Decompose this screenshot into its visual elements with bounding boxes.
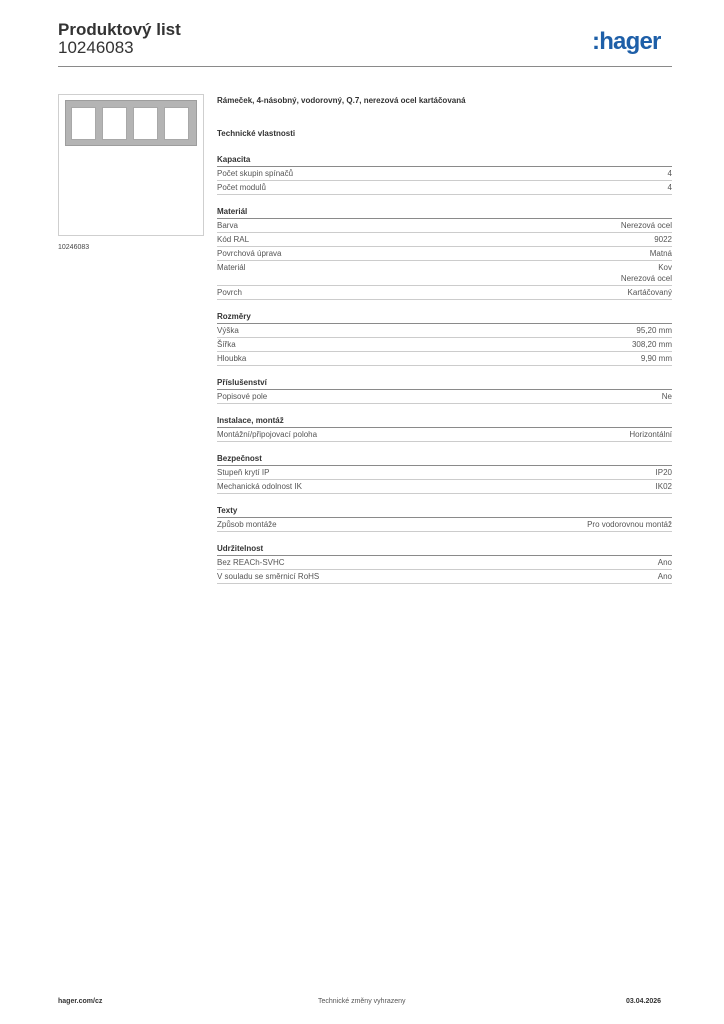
footer-notice: Technické změny vyhrazeny [318,998,406,1005]
property-value-line: Pro vodorovnou montáž [587,520,672,529]
property-row [217,428,672,442]
property-label: Počet skupin spínačů [217,169,294,178]
property-value-line: 4 [667,169,672,178]
footer-website[interactable]: hager.com/cz [58,998,103,1005]
property-value-line: IK02 [655,482,672,491]
group-title: Instalace, montáž [217,415,672,428]
property-row [217,390,672,404]
frame-slot [71,107,96,140]
property-value-line: Matná [649,249,672,258]
page-title: Produktový list [58,20,181,39]
property-value-line: 95,20 mm [636,326,672,335]
property-value-line: 9,90 mm [640,354,672,363]
property-value-line: 4 [667,183,672,192]
property-label: V souladu se směrnicí RoHS [217,572,320,581]
property-group [217,311,672,366]
property-value [629,429,672,440]
property-value [650,248,672,259]
property-group [217,415,672,442]
property-label: Popisové pole [217,392,268,401]
hager-logo[interactable]: :hager [592,28,661,55]
property-value [662,391,672,402]
property-value [636,325,672,336]
property-group [217,543,672,584]
property-value-line: Ano [657,572,672,581]
property-row [217,247,672,261]
property-row [217,518,672,532]
frame-plate [65,100,197,146]
group-title: Kapacita [217,154,672,167]
property-value [658,557,672,568]
property-value [632,339,672,350]
header-divider [58,66,672,67]
footer-date: 03.04.2026 [626,998,662,1005]
property-row [217,570,672,584]
property-row [217,167,672,181]
properties-groups [217,154,672,584]
property-group [217,154,672,195]
property-label: Barva [217,221,238,230]
property-value-line: 9022 [654,235,672,244]
property-row [217,261,672,286]
property-group [217,505,672,532]
property-label: Počet modulů [217,183,266,192]
property-group [217,206,672,300]
property-label: Materiál [217,263,246,272]
property-row [217,480,672,494]
property-row [217,219,672,233]
property-value-line: 308,20 mm [631,340,672,349]
property-label: Povrchová úprava [217,249,282,258]
property-label: Bez REACh-SVHC [217,558,285,567]
property-value-line: Ne [661,392,672,401]
property-value-line: Nerezová ocel [620,274,672,283]
property-row [217,338,672,352]
property-label: Povrch [217,288,242,297]
product-id: 10246083 [58,38,134,57]
group-title: Příslušenství [217,377,672,390]
product-name: Rámeček, 4-násobný, vodorovný, Q.7, nerezová ocel kartáčovaná [217,96,466,105]
property-label: Mechanická odolnost IK [217,482,302,491]
property-value [658,571,672,582]
group-title: Udržitelnost [217,543,672,556]
content [217,96,672,584]
property-row [217,352,672,366]
property-group [217,453,672,494]
property-label: Výška [217,326,239,335]
property-row [217,181,672,195]
property-value [621,220,672,231]
property-label: Montážní/připojovací poloha [217,430,318,439]
image-caption: 10246083 [58,244,90,251]
property-label: Stupeň krytí IP [217,468,270,477]
property-value-line: Kov [658,263,672,272]
properties-heading: Technické vlastnosti [217,129,296,138]
property-label: Kód RAL [217,235,250,244]
property-value-line: Ano [657,558,672,567]
property-value [587,519,672,530]
property-value-line: Kartáčovaný [627,288,672,297]
group-title: Bezpečnost [217,453,672,466]
property-value [641,353,672,364]
frame-slot [133,107,158,140]
property-row [217,556,672,570]
group-title: Materiál [217,206,672,219]
group-title: Rozměry [217,311,672,324]
property-label: Způsob montáže [217,520,277,529]
property-row [217,466,672,480]
property-value [628,287,672,298]
property-value-line: Horizontální [629,430,672,439]
property-value [621,262,672,284]
property-row [217,324,672,338]
property-value-line: Nerezová ocel [620,221,672,230]
group-title: Texty [217,505,672,518]
property-row [217,286,672,300]
product-image [58,94,204,236]
property-label: Šířka [217,340,236,349]
property-value [668,182,672,193]
frame-slot [164,107,189,140]
property-value [656,467,672,478]
property-group [217,377,672,404]
property-row [217,233,672,247]
property-value [656,481,672,492]
frame-slot [102,107,127,140]
property-value [654,234,672,245]
property-value-line: IP20 [655,468,672,477]
property-value [668,168,672,179]
property-label: Hloubka [217,354,247,363]
